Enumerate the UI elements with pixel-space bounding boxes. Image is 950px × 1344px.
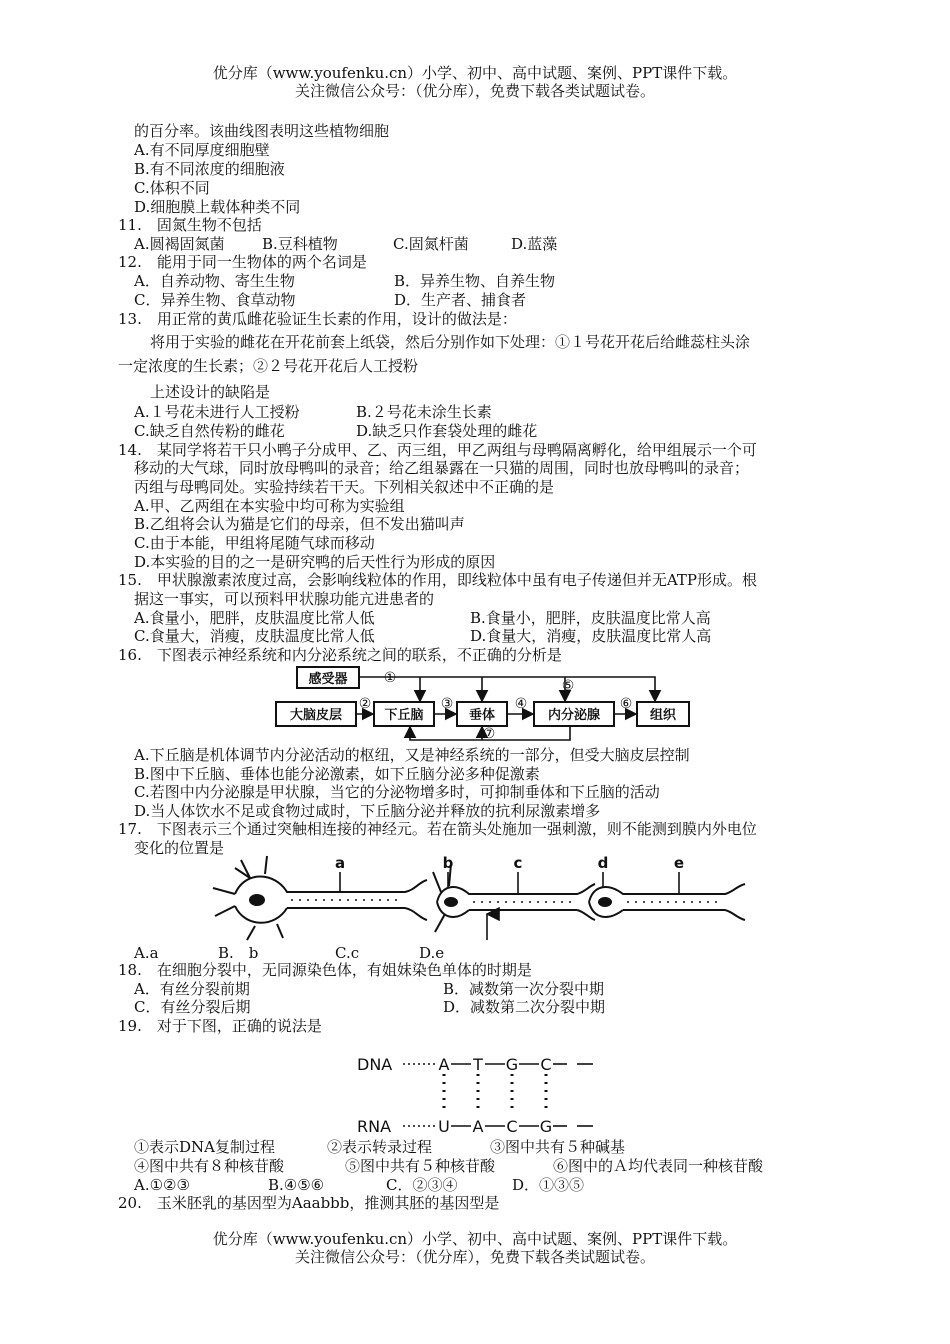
q16-option-d: D.当人体饮水不足或食物过咸时，下丘脑分泌并释放的抗利尿激素增多 <box>134 802 601 820</box>
q11-stem: 11. 固氮生物不包括 <box>118 216 262 234</box>
receptor-label: 感受器 <box>308 672 348 687</box>
q15-option-a: A.食量小，肥胖，皮肤温度比常人低 <box>134 609 375 627</box>
q11-option-a: A.圆褐固氮菌 <box>134 235 225 253</box>
q10-option-c: C.体积不同 <box>134 179 210 197</box>
q19-statement-4: ④图中共有８种核苷酸 <box>134 1157 285 1175</box>
q19-statement-1: ①表示DNA复制过程 <box>134 1138 275 1156</box>
q12-option-b: B．异养生物、自养生物 <box>394 272 556 290</box>
page-footer <box>0 1230 950 1266</box>
q14-stem-2: 移动的大气球，同时放母鸭叫的录音；给乙组暴露在一只猫的周围，同时也放母鸭叫的录音； <box>134 459 750 477</box>
rna-base-3: C <box>506 1117 518 1136</box>
q14-option-a: A.甲、乙两组在本实验中均可称为实验组 <box>134 497 405 515</box>
q19-option-a: A.①②③ <box>134 1176 190 1194</box>
q12-option-c: C．异养生物、食草动物 <box>134 291 296 309</box>
cortex-label: 大脑皮层 <box>289 708 343 723</box>
label-d: d <box>597 854 609 872</box>
neuron-diagram <box>205 852 750 944</box>
header-line-1: 优分库（www.youfenku.cn）小学、初中、高中试题、案例、PPT课件下载。 <box>212 64 738 82</box>
q16-stem: 16. 下图表示神经系统和内分泌系统之间的联系，不正确的分析是 <box>118 646 562 664</box>
q13-stem: 13. 用正常的黄瓜雌花验证生长素的作用，设计的做法是： <box>118 310 517 328</box>
tissue-label: 组织 <box>649 708 677 723</box>
q12-option-d: D．生产者、捕食者 <box>394 291 527 309</box>
dna-base-2: T <box>473 1055 483 1074</box>
q13-option-c: C.缺乏自然传粉的雌花 <box>134 422 285 440</box>
q17-option-a: A.a <box>134 944 159 962</box>
label-a: a <box>334 854 346 872</box>
marker-6: ⑥ <box>619 696 633 712</box>
marker-2: ② <box>358 696 372 712</box>
q19-option-d: D．①③⑤ <box>512 1176 585 1194</box>
q20-stem: 20. 玉米胚乳的基因型为Aaabbb，推测其胚的基因型是 <box>118 1194 500 1212</box>
page-header <box>0 64 950 100</box>
q18-option-c: C．有丝分裂后期 <box>134 998 251 1016</box>
q15-option-d: D.食量大，消瘦，皮肤温度比常人高 <box>470 627 712 645</box>
top-line <box>359 677 655 701</box>
q14-option-b: B.乙组将会认为猫是它们的母亲，但不发出猫叫声 <box>134 515 465 533</box>
label-c: c <box>513 854 523 872</box>
gland-label: 内分泌腺 <box>547 708 601 723</box>
hypothalamus-label: 下丘脑 <box>384 708 424 723</box>
q17-option-b: B. b <box>218 944 259 962</box>
q13-line-1: 将用于实验的雌花在开花前套上纸袋，然后分别作如下处理：①１号花开花后给雌蕊柱头涂 <box>150 333 751 351</box>
rna-label: RNA <box>357 1117 392 1136</box>
q18-option-d: D．减数第二次分裂中期 <box>443 998 606 1016</box>
footer-line-2: 关注微信公众号：（优分库），免费下载各类试题试卷。 <box>294 1248 655 1266</box>
q14-stem-1: 14. 某同学将若干只小鸭子分成甲、乙、丙三组，甲乙两组与母鸭隔离孵化，给甲组展示一个可 <box>118 441 757 459</box>
q18-stem: 18. 在细胞分裂中，无同源染色体，有姐妹染色单体的时期是 <box>118 961 532 979</box>
q18-option-a: A．有丝分裂前期 <box>134 980 250 998</box>
pituitary-label: 垂体 <box>468 708 496 723</box>
q14-stem-3: 丙组与母鸭同处。实验持续若干天。下列相关叙述中不正确的是 <box>134 478 555 496</box>
marker-5: ⑤ <box>561 678 575 694</box>
q16-option-c: C.若图中内分泌腺是甲状腺，当它的分泌物增多时，可抑制垂体和下丘脑的活动 <box>134 783 660 801</box>
label-b: b <box>442 854 454 872</box>
q15-stem-1: 15. 甲状腺激素浓度过高，会影响线粒体的作用，即线粒体中虽有电子传递但并无ATP形成。根 <box>118 571 757 589</box>
q12-option-a: A．自养动物、寄生生物 <box>134 272 295 290</box>
q17-stem-2: 变化的位置是 <box>134 839 225 857</box>
q14-option-c: C.由于本能，甲组将尾随气球而移动 <box>134 534 375 552</box>
q19-statement-3: ③图中共有５种碱基 <box>490 1138 626 1156</box>
nucleus-2 <box>444 897 458 907</box>
q18-option-b: B．减数第一次分裂中期 <box>443 980 605 998</box>
rna-base-1: U <box>438 1117 450 1136</box>
q13-line-2: 一定浓度的生长素；②２号花开花后人工授粉 <box>118 357 419 375</box>
q10-option-a: A.有不同厚度细胞壁 <box>134 141 270 159</box>
q19-option-b: B.④⑤⑥ <box>268 1176 325 1194</box>
q12-stem: 12. 能用于同一生物体的两个名词是 <box>118 253 367 271</box>
q10-option-d: D.细胞膜上载体种类不同 <box>134 198 301 216</box>
marker-3: ③ <box>440 696 454 712</box>
q13-option-d: D.缺乏只作套袋处理的雌花 <box>356 422 538 440</box>
q10-option-b: B.有不同浓度的细胞液 <box>134 160 285 178</box>
q11-option-b: B.豆科植物 <box>262 235 338 253</box>
q19-statement-6: ⑥图中的Ａ均代表同一种核苷酸 <box>553 1157 764 1175</box>
q15-stem-2: 据这一事实，可以预料甲状腺功能亢进患者的 <box>134 590 435 608</box>
nucleus-3 <box>598 897 612 907</box>
neuron-2 <box>437 884 595 920</box>
q10-continuation: 的百分率。该曲线图表明这些植物细胞 <box>134 122 390 140</box>
dna-base-3: G <box>505 1055 519 1074</box>
marker-7: ⑦ <box>482 726 496 742</box>
q14-option-d: D.本实验的目的之一是研究鸭的后天性行为形成的原因 <box>134 553 496 571</box>
q11-option-c: C.固氮杆菌 <box>393 235 469 253</box>
q17-stem-1: 17. 下图表示三个通过突触相连接的神经元。若在箭头处施加一强刺激，则不能测到膜内外电位 <box>118 820 757 838</box>
dna-base-4: C <box>540 1055 552 1074</box>
marker-4: ④ <box>514 696 528 712</box>
q19-option-c: C．②③④ <box>386 1176 458 1194</box>
dna-base-1: A <box>438 1055 450 1074</box>
rna-base-4: G <box>539 1117 553 1136</box>
q16-option-b: B.图中下丘脑、垂体也能分泌激素，如下丘脑分泌多种促激素 <box>134 765 540 783</box>
q19-statement-5: ⑤图中共有５种核苷酸 <box>345 1157 496 1175</box>
q19-stem: 19. 对于下图，正确的说法是 <box>118 1017 322 1035</box>
q17-option-d: D.e <box>419 944 445 962</box>
neuro-endocrine-diagram <box>270 664 710 746</box>
label-e: e <box>673 854 685 872</box>
q15-option-b: B.食量小，肥胖，皮肤温度比常人高 <box>470 609 711 627</box>
q15-option-c: C.食量大，消瘦，皮肤温度比常人低 <box>134 627 375 645</box>
q19-statement-2: ②表示转录过程 <box>327 1138 433 1156</box>
marker-1: ① <box>383 670 397 686</box>
nucleus-1 <box>249 894 265 906</box>
footer-line-1: 优分库（www.youfenku.cn）小学、初中、高中试题、案例、PPT课件下载。 <box>212 1230 738 1248</box>
q13-option-b: B.２号花未涂生长素 <box>356 403 492 421</box>
rna-base-2: A <box>472 1117 484 1136</box>
q13-line-3: 上述设计的缺陷是 <box>150 383 271 401</box>
q16-option-a: A.下丘脑是机体调节内分泌活动的枢纽，又是神经系统的一部分，但受大脑皮层控制 <box>134 746 690 764</box>
q11-option-d: D.蓝藻 <box>511 235 558 253</box>
dna-rna-diagram <box>355 1050 605 1138</box>
q17-option-c: C.c <box>335 944 360 962</box>
dna-label: DNA <box>357 1055 393 1074</box>
header-line-2: 关注微信公众号：（优分库），免费下载各类试题试卷。 <box>294 82 655 100</box>
q13-option-a: A.１号花未进行人工授粉 <box>134 403 300 421</box>
